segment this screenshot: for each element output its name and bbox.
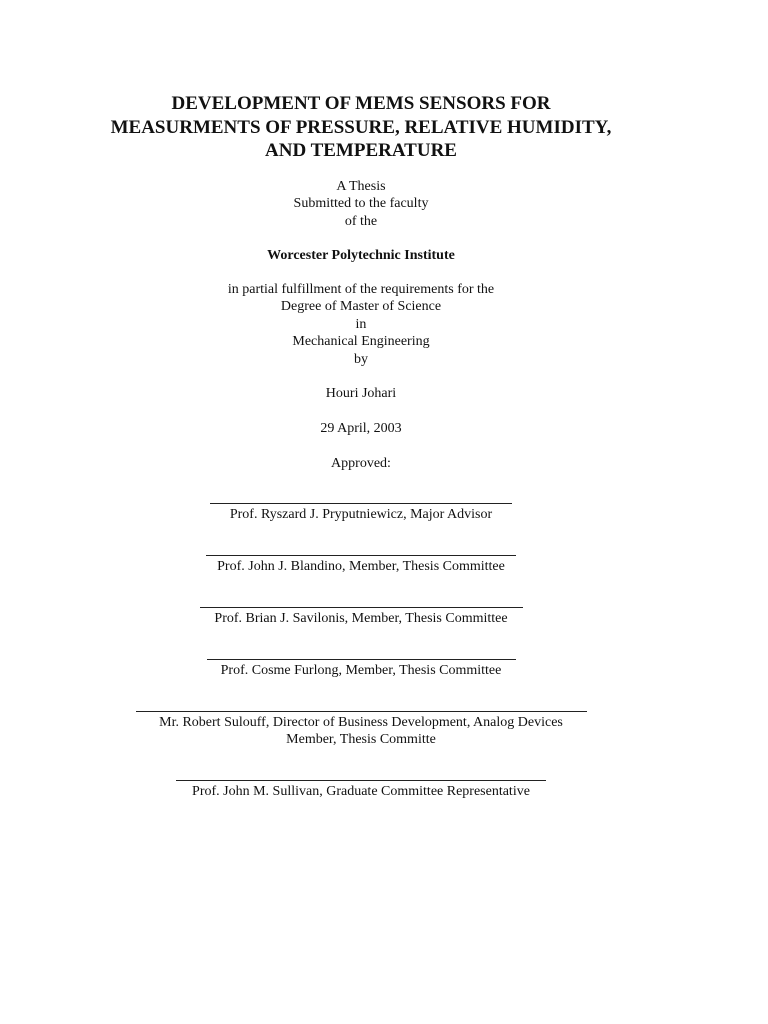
- title-line-1: DEVELOPMENT OF MEMS SENSORS FOR: [171, 93, 551, 114]
- signatory-5-role: Member, Thesis Committe: [286, 732, 436, 748]
- signatory-2: [0, 558, 722, 575]
- signatory-4: [0, 662, 722, 679]
- thesis-line-3: of the: [344, 213, 378, 229]
- title-line-3: AND TEMPERATURE: [265, 140, 457, 161]
- institution-block: [0, 247, 722, 264]
- signature-line-1: [210, 503, 512, 504]
- degree-statement: [0, 281, 722, 368]
- signatory-4-name: Prof. Cosme Furlong, Member, Thesis Committee: [220, 663, 502, 678]
- signature-line-3: [200, 607, 523, 608]
- submission-date: 29 April, 2003: [320, 421, 402, 436]
- thesis-line-1: A Thesis: [336, 179, 386, 194]
- signatory-6-name: Prof. John M. Sullivan, Graduate Committee Representative: [192, 784, 530, 799]
- thesis-title: [0, 92, 722, 163]
- author-block: [0, 385, 722, 402]
- thesis-statement: [0, 178, 722, 230]
- signatory-3: [0, 610, 722, 627]
- signatory-6: [0, 783, 722, 800]
- degree-line-4: Mechanical Engineering: [292, 334, 430, 350]
- signatory-5: [0, 714, 722, 749]
- degree-line-5: by: [354, 351, 368, 367]
- title-line-2: MEASURMENTS OF PRESSURE, RELATIVE HUMIDITY,: [110, 116, 612, 138]
- author-name: Houri Johari: [325, 386, 397, 401]
- signatory-2-name: Prof. John J. Blandino, Member, Thesis Committee: [217, 559, 505, 574]
- signatory-3-name: Prof. Brian J. Savilonis, Member, Thesis Committee: [214, 611, 508, 626]
- approved-block: [0, 455, 722, 472]
- signature-line-6: [176, 780, 546, 781]
- degree-line-1: in partial fulfillment of the requirements for the: [227, 282, 495, 297]
- signatory-5-name: Mr. Robert Sulouff, Director of Business Development, Analog Devices: [159, 715, 563, 730]
- thesis-line-2: Submitted to the faculty: [293, 196, 429, 212]
- signature-line-2: [206, 555, 516, 556]
- institution-name: Worcester Polytechnic Institute: [267, 248, 455, 263]
- degree-line-2: Degree of Master of Science: [280, 299, 442, 315]
- date-block: [0, 420, 722, 437]
- signatory-1-name: Prof. Ryszard J. Pryputniewicz, Major Advisor: [229, 507, 493, 522]
- signature-line-5: [136, 711, 587, 712]
- signatory-1: [0, 506, 722, 523]
- degree-line-3: in: [355, 316, 367, 332]
- signature-line-4: [207, 659, 516, 660]
- approved-label: Approved:: [331, 456, 391, 471]
